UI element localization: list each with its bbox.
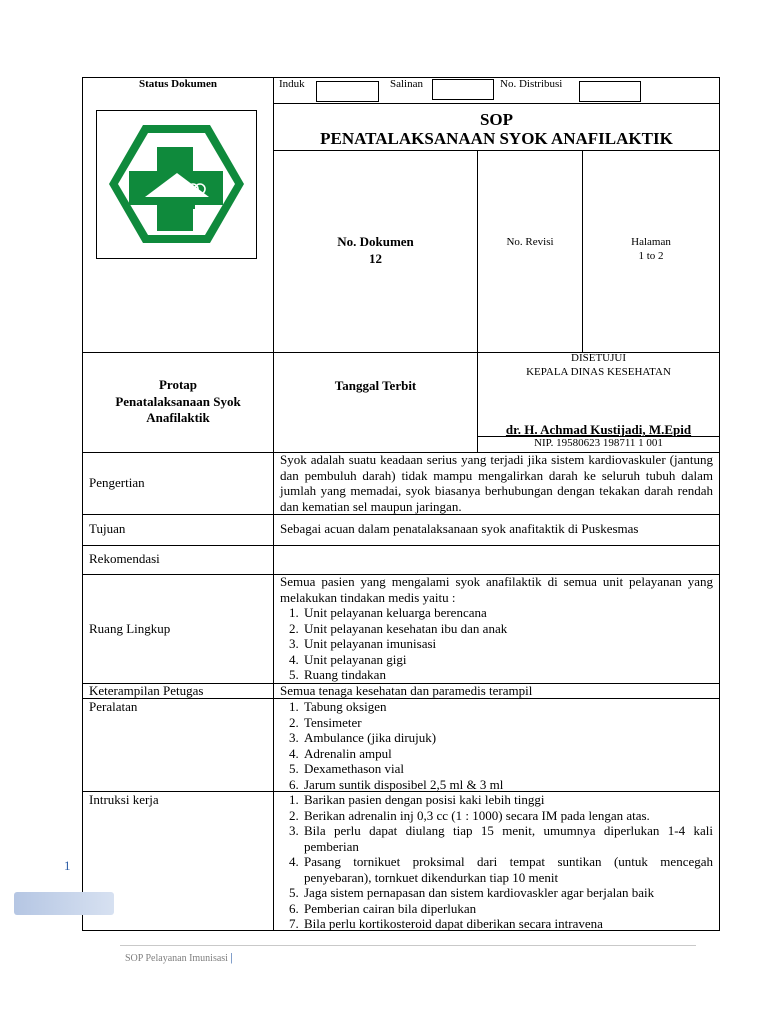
list-item: 5. Dexamethason vial xyxy=(302,761,713,777)
list-item: 3. Unit pelayanan imunisasi xyxy=(302,636,713,652)
tanggal-terbit-label: Tanggal Terbit xyxy=(334,378,417,393)
tujuan-label: Tujuan xyxy=(89,521,126,536)
list-item: 1. Tabung oksigen xyxy=(302,699,713,715)
list-item: 3. Ambulance (jika dirujuk) xyxy=(302,730,713,746)
status-dokumen-label: Status Dokumen xyxy=(139,78,217,90)
rekomendasi-label: Rekomendasi xyxy=(89,551,160,566)
keterampilan-text: Semua tenaga kesehatan dan paramedis terampil xyxy=(280,683,533,698)
page-tab-decoration xyxy=(14,892,114,915)
list-item: 2. Tensimeter xyxy=(302,715,713,731)
no-revisi-label: No. Revisi xyxy=(506,236,554,248)
induk-box xyxy=(316,81,379,102)
logo-frame xyxy=(96,110,257,259)
halaman-label: Halaman xyxy=(631,236,671,248)
ruang-lingkup-list xyxy=(280,605,713,683)
distribusi-label: No. Distribusi xyxy=(500,78,563,90)
list-item: 5. Jaga sistem pernapasan dan sistem kardiovaskler agar berjalan baik xyxy=(302,885,713,901)
induk-label: Induk xyxy=(279,78,305,90)
no-dokumen-label: No. Dokumen xyxy=(337,234,414,249)
instruksi-label: Intruksi kerja xyxy=(89,792,159,807)
salinan-box xyxy=(432,79,494,100)
grid-line xyxy=(273,77,274,931)
peralatan-list xyxy=(280,699,713,792)
list-item: 5. Ruang tindakan xyxy=(302,667,713,683)
protap-title-line: Penatalaksanaan Syok xyxy=(115,393,241,409)
sop-subtitle: PENATALAKSANAAN SYOK ANAFILAKTIK xyxy=(320,129,673,148)
distribusi-box xyxy=(579,81,641,102)
peralatan-label: Peralatan xyxy=(89,699,138,714)
list-item: 7. Bila perlu kortikosteroid dapat diberikan secara intravena xyxy=(302,916,713,932)
ruang-lingkup-intro: Semua pasien yang mengalami syok anafilaktik di semua unit pelayanan yang melakukan tindakan medis yaitu : xyxy=(280,574,713,605)
protap-title xyxy=(83,377,273,427)
list-item: 6. Pemberian cairan bila diperlukan xyxy=(302,901,713,917)
footer-label: SOP Pelayanan Imunisasi xyxy=(125,953,228,964)
grid-line xyxy=(273,150,720,151)
health-cross-logo-icon xyxy=(97,111,256,258)
list-item: 2. Berikan adrenalin inj 0,3 cc (1 : 1000) secara IM pada lengan atas. xyxy=(302,808,713,824)
footer-separator: | xyxy=(230,950,233,964)
list-item: 6. Jarum suntik disposibel 2,5 ml & 3 ml xyxy=(302,777,713,793)
protap-title-line: Anafilaktik xyxy=(146,410,210,425)
list-item: 1. Barikan pasien dengan posisi kaki lebih tinggi xyxy=(302,792,713,808)
salinan-label: Salinan xyxy=(390,78,423,90)
table-border-right xyxy=(719,77,720,931)
ruang-lingkup-label: Ruang Lingkup xyxy=(89,621,171,636)
list-item: 2. Unit pelayanan kesehatan ibu dan anak xyxy=(302,621,713,637)
grid-line xyxy=(273,103,720,104)
table-border-left xyxy=(82,77,83,931)
list-item: 4. Pasang tornikuet proksimal dari tempat suntikan (untuk mencegah penyebaran), tornkuet dikendurkan tiap 10 menit xyxy=(302,854,713,885)
halaman-value: 1 to 2 xyxy=(638,250,664,262)
tujuan-text: Sebagai acuan dalam penatalaksanaan syok anafitaktik di Puskesmas xyxy=(280,521,639,536)
sop-title: SOP xyxy=(479,110,514,129)
no-dokumen-value: 12 xyxy=(369,251,382,266)
list-item: 1. Unit pelayanan keluarga berencana xyxy=(302,605,713,621)
list-item: 4. Unit pelayanan gigi xyxy=(302,652,713,668)
footer-text xyxy=(125,950,233,965)
approval-office: KEPALA DINAS KESEHATAN xyxy=(526,366,671,378)
pengertian-label: Pengertian xyxy=(89,475,145,490)
list-item: 3. Bila perlu dapat diulang tiap 15 menit, umumnya diperlukan 1-4 kali pemberian xyxy=(302,823,713,854)
grid-line xyxy=(82,545,720,546)
pengertian-text: Syok adalah suatu keadaan serius yang terjadi jika sistem kardiovaskuler (jantung dan pembuluh darah) tidak mampu mengalirkan darah ke seluruh tubuh dalam jumlah yang memadai, syok biasanya berhubungan dengan tekakan darah rendah dan kematian sel maupun jaringan. xyxy=(280,452,713,514)
footer-rule xyxy=(120,945,696,946)
grid-line xyxy=(477,150,478,452)
signatory-name: dr. H. Achmad Kustijadi, M.Epid xyxy=(505,422,692,437)
keterampilan-label: Keterampilan Petugas xyxy=(89,683,204,698)
protap-title-line: Protap xyxy=(158,377,198,392)
grid-line xyxy=(82,514,720,515)
approval-label: DISETUJUI xyxy=(571,352,626,364)
page-number: 1 xyxy=(64,858,71,873)
list-item: 4. Adrenalin ampul xyxy=(302,746,713,762)
instruksi-list xyxy=(280,792,713,932)
signatory-nip: NIP. 19580623 198711 1 001 xyxy=(534,437,663,449)
